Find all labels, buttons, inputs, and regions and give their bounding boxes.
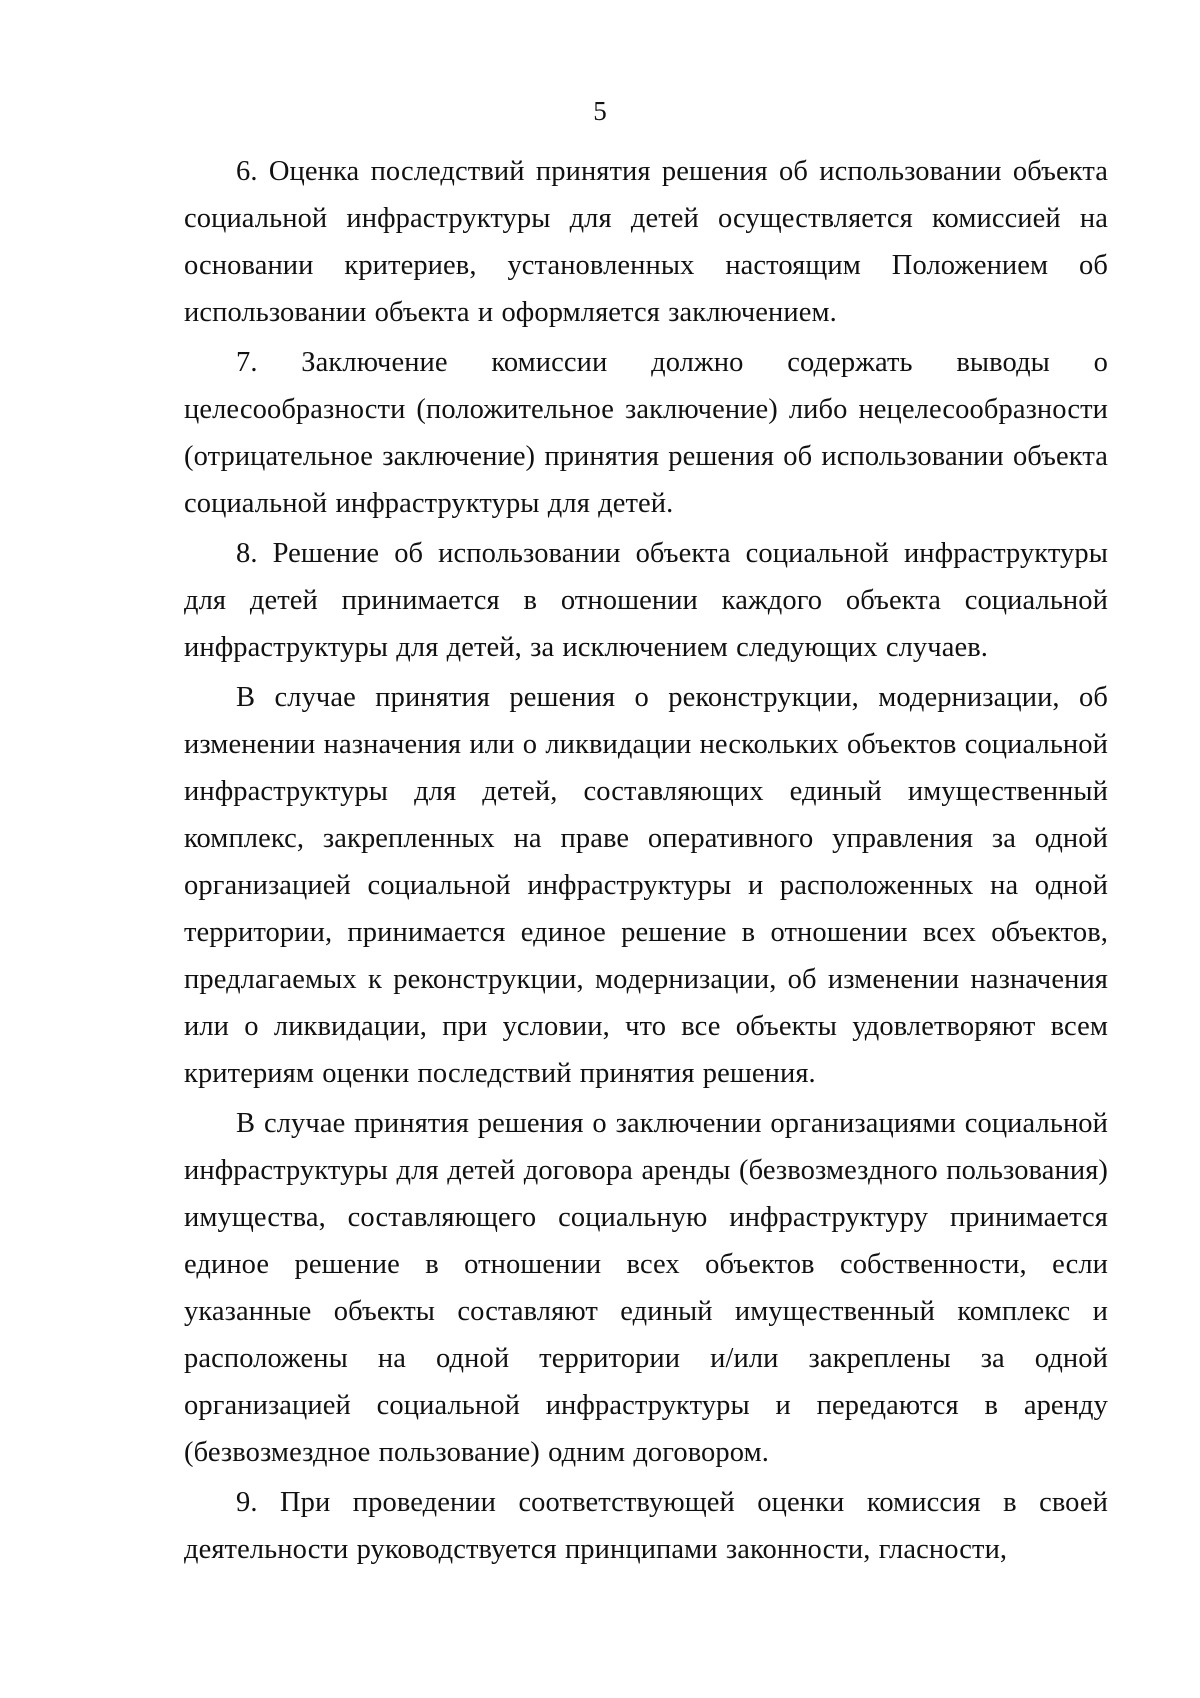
paragraph-8-case-reconstruction: В случае принятия решения о реконструкции, модернизации, об изменении назначения или о ликвидации нескольких объектов социальной инфраструктуры для детей, составляющих единый имущественный комплекс, закрепленных на праве оперативного управления за одной организацией социальной инфраструктуры и расположенных на одной территории, принимается единое решение в отношении всех объектов, предлагаемых к реконструкции, модернизации, об изменении назначения или о ликвидации, при условии, что все объекты удовлетворяют всем критериям оценки последствий принятия решения. — [184, 682, 1108, 1089]
paragraph-6: 6. Оценка последствий принятия решения об использовании объекта социальной инфраструктуры для детей осуществляется комиссией на основании критериев, установленных настоящим Положением об использовании объекта и оформляется заключением. — [184, 156, 1108, 328]
page-number: 5 — [593, 96, 607, 126]
paragraph-7: 7. Заключение комиссии должно содержать выводы о целесообразности (положительное заключение) либо нецелесообразности (отрицательное заключение) принятия решения об использовании объекта социальной инфраструктуры для детей. — [184, 347, 1108, 519]
paragraph-9: 9. При проведении соответствующей оценки комиссия в своей деятельности руководствуется принципами законности, гласности, — [184, 1487, 1108, 1565]
document-body — [184, 148, 1108, 1573]
paragraph-8: 8. Решение об использовании объекта социальной инфраструктуры для детей принимается в отношении каждого объекта социальной инфраструктуры для детей, за исключением следующих случаев. — [184, 538, 1108, 663]
paragraph-8-case-lease: В случае принятия решения о заключении организациями социальной инфраструктуры для детей договора аренды (безвозмездного пользования) имущества, составляющего социальную инфраструктуру принимается единое решение в отношении всех объектов собственности, если указанные объекты составляют единый имущественный комплекс и расположены на одной территории и/или закреплены за одной организацией социальной инфраструктуры и передаются в аренду (безвозмездное пользование) одним договором. — [184, 1108, 1108, 1468]
